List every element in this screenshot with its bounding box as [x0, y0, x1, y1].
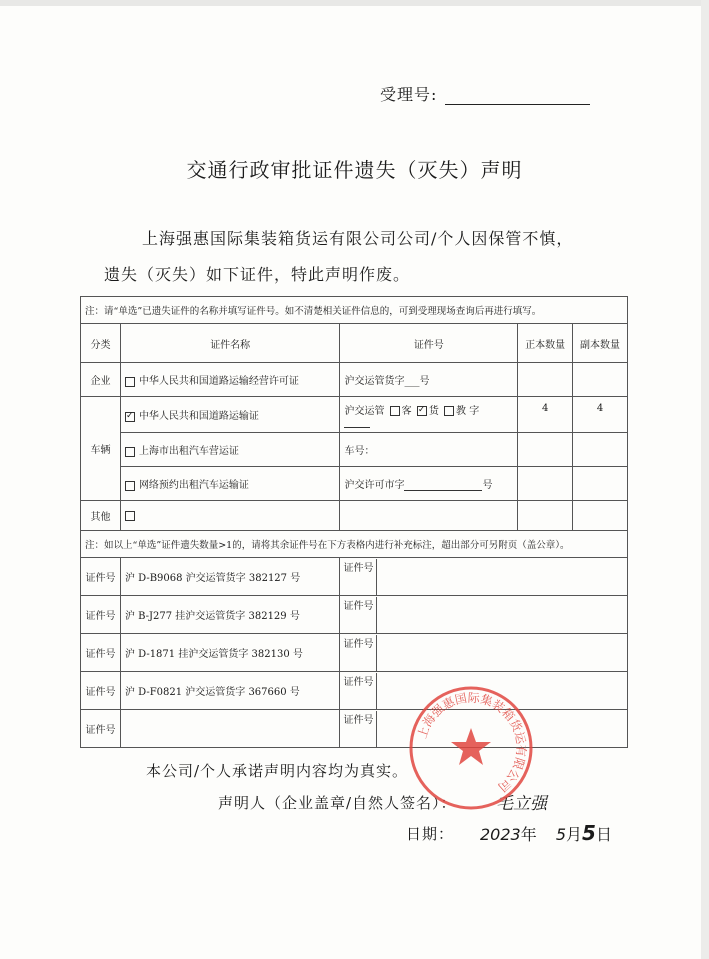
date-values [480, 821, 612, 845]
extra-right [340, 596, 628, 634]
table-row [81, 467, 628, 501]
row-cert-name [120, 397, 340, 433]
scan-edge-top [0, 0, 709, 6]
header-original-qty: 正本数量 [518, 324, 573, 363]
cert-no-suffix: 字 [469, 405, 480, 417]
extra-right-value [377, 597, 627, 633]
page-title: 交通行政审批证件遗失（灭失）声明 [186, 158, 523, 182]
extra-left: 沪 D-F0821 沪交运管货字 367660 号 [120, 672, 340, 710]
checkbox-teach[interactable] [444, 406, 454, 416]
extra-row [81, 710, 628, 748]
extra-label: 证件号 [81, 558, 121, 596]
row-original [518, 433, 573, 467]
table-row [81, 363, 628, 397]
month-unit: 月 [566, 825, 583, 844]
row-category: 其他 [81, 501, 121, 531]
extra-right [340, 634, 628, 672]
company-seal-stamp [407, 684, 535, 812]
header-category: 分类 [81, 324, 121, 363]
table-header-row [81, 324, 628, 363]
header-cert-no: 证件号 [340, 324, 518, 363]
extra-right-value [377, 559, 627, 595]
extra-row [81, 634, 628, 672]
extra-right [340, 558, 628, 596]
extra-left: 沪 B-J277 挂沪交运管货字 382129 号 [120, 596, 340, 634]
extra-left: 沪 D-1871 挂沪交运管货字 382130 号 [120, 634, 340, 672]
note-top: 注：请“单选”已遗失证件的名称并填写证件号。如不清楚相关证件信息的，可到受理现场查询后再进行填写。 [81, 297, 628, 324]
table-row [81, 501, 628, 531]
extra-row [81, 596, 628, 634]
declaration-line-2: 遗失（灭失）如下证件，特此声明作废。 [104, 265, 411, 284]
cert-no-prefix: 沪交运管 [344, 405, 385, 417]
signature: 毛立强 [496, 794, 547, 814]
extra-right-label: 证件号 [340, 559, 377, 595]
note-mid: 注：如以上“单选”证件遗失数量>1的，请将其余证件号在下方表格内进行补充标注，超出部分可另附页（盖公章）。 [81, 531, 628, 558]
date-year: 2023 [480, 825, 521, 844]
header-copy-qty: 副本数量 [573, 324, 628, 363]
row-cert-name [120, 501, 340, 531]
checkbox-passenger[interactable] [390, 406, 400, 416]
certificate-table [80, 296, 628, 748]
extra-left: 沪 D-B9068 沪交运管货字 382127 号 [120, 558, 340, 596]
row-category: 车辆 [81, 397, 121, 501]
table-row [81, 397, 628, 433]
row-cert-no [340, 397, 518, 433]
acceptance-blank [445, 88, 590, 105]
row-cert-name [120, 433, 340, 467]
cert-name-text: 上海市出租汽车营运证 [138, 446, 239, 457]
row-copy: 4 [573, 397, 628, 433]
row-original [518, 501, 573, 531]
row-copy [573, 501, 628, 531]
blank-line [404, 480, 482, 491]
commitment-text: 本公司/个人承诺声明内容均为真实。 [146, 762, 409, 780]
table-row [81, 433, 628, 467]
signer-label: 声明人（企业盖章/自然人签名）： [218, 794, 457, 812]
header-cert-name: 证件名称 [120, 324, 340, 363]
extra-right-label: 证件号 [340, 635, 377, 671]
row-copy [573, 467, 628, 501]
row-copy [573, 433, 628, 467]
row-copy [573, 363, 628, 397]
checkbox[interactable] [125, 511, 135, 521]
declaration-line-1: 上海强惠国际集装箱货运有限公司公司/个人因保管不慎， [142, 229, 574, 248]
day-unit: 日 [595, 825, 612, 844]
extra-label: 证件号 [81, 634, 121, 672]
acceptance-number [380, 82, 590, 105]
blank-line [344, 417, 370, 428]
row-cert-no [340, 501, 518, 531]
acceptance-label: 受理号: [380, 85, 438, 104]
checkbox-checked[interactable] [125, 412, 135, 422]
row-cert-no: 车号： [340, 433, 518, 467]
row-cert-no: 沪交运管货字___号 [340, 363, 518, 397]
cert-no-prefix: 沪交许可市字 [344, 480, 405, 491]
date-label: 日期： [406, 825, 455, 843]
svg-text:上海强惠国际集装箱货运有限公司: 上海强惠国际集装箱货运有限公司 [414, 690, 529, 795]
option-teach: 教 [456, 405, 467, 417]
date-month: 5 [555, 825, 567, 844]
extra-row [81, 558, 628, 596]
extra-right-value [377, 635, 627, 671]
cert-no-suffix: 号 [482, 480, 493, 491]
extra-row [81, 672, 628, 710]
checkbox-cargo[interactable] [417, 406, 427, 416]
year-unit: 年 [520, 825, 537, 844]
extra-label: 证件号 [81, 672, 121, 710]
option-cargo: 货 [428, 405, 439, 417]
option-passenger: 客 [401, 405, 412, 417]
cert-name-text: 网络预约出租汽车运输证 [138, 480, 249, 491]
extra-right-label: 证件号 [340, 673, 377, 709]
cert-name-text: 中华人民共和国道路运输经营许可证 [138, 376, 299, 387]
row-cert-name [120, 467, 340, 501]
row-original: 4 [518, 397, 573, 433]
extra-label: 证件号 [81, 710, 121, 748]
scan-edge-right [701, 0, 709, 959]
row-original [518, 467, 573, 501]
extra-label: 证件号 [81, 596, 121, 634]
row-cert-no [340, 467, 518, 501]
extra-left [120, 710, 340, 748]
checkbox[interactable] [125, 377, 135, 387]
checkbox[interactable] [125, 481, 135, 491]
extra-right-label: 证件号 [340, 711, 377, 747]
checkbox[interactable] [125, 447, 135, 457]
extra-right-label: 证件号 [340, 597, 377, 633]
cert-name-text: 中华人民共和国道路运输证 [138, 411, 259, 422]
row-cert-name [120, 363, 340, 397]
date-day: 5 [582, 821, 596, 845]
row-category: 企业 [81, 363, 121, 397]
row-original [518, 363, 573, 397]
